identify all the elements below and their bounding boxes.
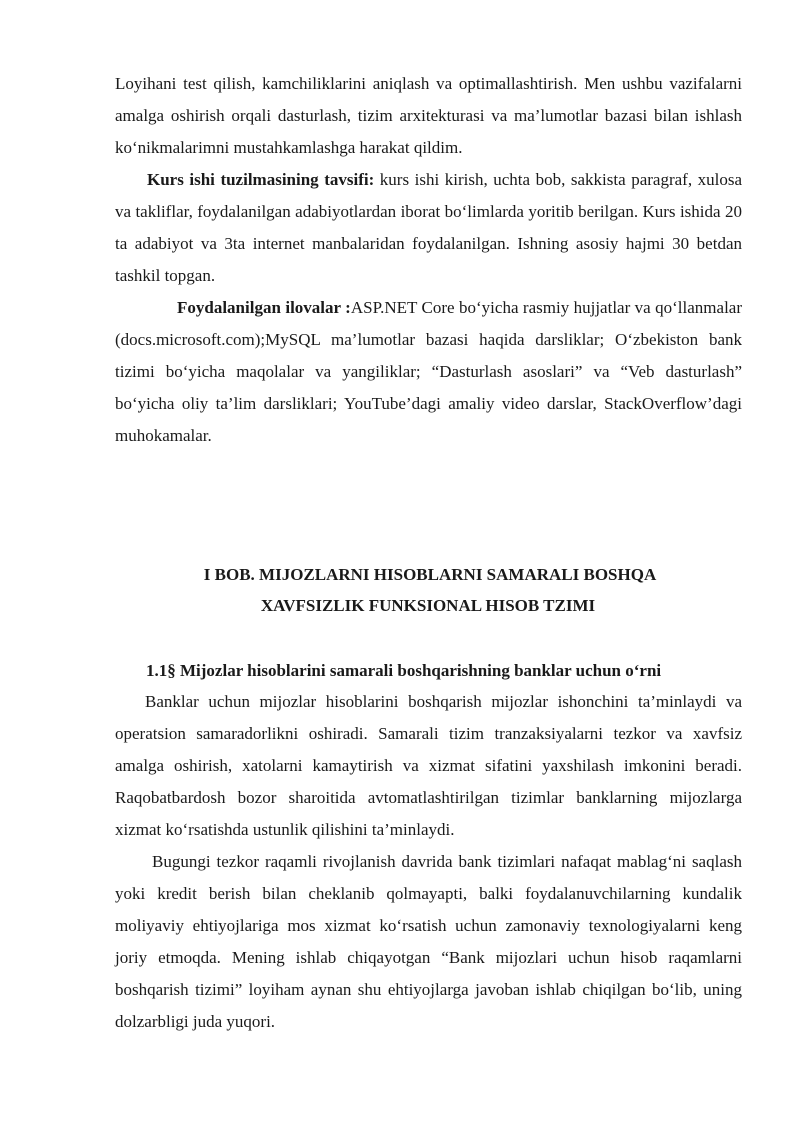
structure-text: kurs ishi kirish, uchta bob, sakkista paragraf, xulosa va takliflar, foydalanilgan adabiyotlardan iborat bo‘limlarda yoritib berilgan. Kurs ishida 20 ta adabiyot va 3ta internet manbalaridan foydalanilgan. Ishning asosiy hajmi 30 betdan tashkil topgan. [115,170,742,285]
paragraph-structure [115,164,742,292]
paragraph-relevance: Bugungi tezkor raqamli rivojlanish davrida bank tizimlari nafaqat mablag‘ni saqlash yoki kredit berish bilan cheklanib qolmayapti, balki foydalanuvchilarning kundalik moliyaviy ehtiyojlariga mos xizmat ko‘rsatish uchun zamonaviy texnologiyalarni keng joriy etmoqda. Mening ishlab chiqayotgan “Bank mijozlari uchun hisob raqamlarni boshqarish tizimi” loyiham aynan shu ehtiyojlarga javoban ishlab chiqilgan bo‘lib, uning dolzarbligi juda yuqori. [115,852,742,1031]
resources-label: Foydalanilgan ilovalar : [177,298,351,317]
paragraph-intro-end: Loyihani test qilish, kamchiliklarini aniqlash va optimallashtirish. Men ushbu vazifalarni amalga oshirish orqali dasturlash, tizim arxitekturasi va ma’lumotlar bazasi bilan ishlash ko‘nikmalarimni mustahkamlashga harakat qildim. [115,74,742,157]
paragraph-resources [115,292,742,452]
chapter-title-line2: XAVFSIZLIK FUNKSIONAL HISOB TZIMI [260,596,596,615]
resources-text: ASP.NET Core bo‘yicha rasmiy hujjatlar va qo‘llanmalar (docs.microsoft.com);MySQL ma’lumotlar bazasi haqida darsliklar; O‘zbekiston bank tizimi bo‘yicha maqolalar va yangiliklar; “Dasturlash asoslari” va “Veb dasturlash” bo‘yicha oliy ta’lim darsliklari; YouTube’dagi amaliy video darslar, StackOverflow’dagi muhokamalar. [115,298,742,445]
chapter-title-line1: I BOB. MIJOZLARNI HISOBLARNI SAMARALI BOSHQA [203,565,657,584]
structure-label: Kurs ishi tuzilmasining tavsifi: [147,170,375,189]
paragraph-banks-role: Banklar uchun mijozlar hisoblarini boshqarish mijozlar ishonchini ta’minlaydi va operatsion samaradorlikni oshiradi. Samarali tizim tranzaksiyalarni tezkor va xavfsiz amalga oshirish, xatolarni kamaytirish va xizmat sifatini yaxshilash imkonini beradi. Raqobatbardosh bozor sharoitida avtomatlashtirilgan tizimlar banklarning mijozlarga xizmat ko‘rsatishda ustunlik qilishini ta’minlaydi. [115,692,742,839]
section-title: 1.1§ Mijozlar hisoblarini samarali boshqarishning banklar uchun o‘rni [146,661,662,680]
